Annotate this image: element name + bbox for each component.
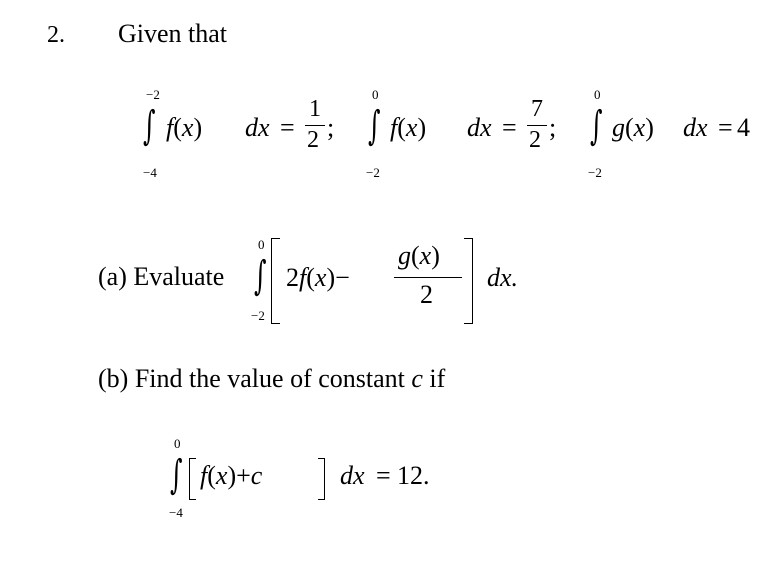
upper-limit: 0	[594, 87, 601, 102]
integrand-term-1: 2f(x)−	[286, 263, 350, 292]
differential: dx	[683, 113, 708, 142]
separator: ;	[327, 113, 335, 142]
integrand: f(x)+c	[200, 461, 263, 490]
lower-limit: −4	[169, 505, 183, 520]
integral-sign-icon: ∫	[254, 253, 267, 299]
left-bracket	[189, 458, 196, 500]
fraction-bar	[394, 277, 462, 278]
equals-sign: =	[280, 113, 295, 142]
part-a-label: (a) Evaluate	[98, 262, 225, 291]
upper-limit: −2	[146, 87, 160, 102]
equation-value: 12.	[397, 461, 430, 490]
differential: dx	[340, 461, 365, 490]
differential: dx	[245, 113, 270, 142]
integrand: g(x)	[612, 113, 654, 142]
right-bracket	[464, 238, 473, 324]
fraction-denominator: 2	[529, 127, 541, 153]
problem-intro: Given that	[118, 19, 228, 48]
lower-limit: −4	[143, 165, 157, 180]
upper-limit: 0	[258, 237, 265, 252]
left-bracket	[271, 238, 280, 324]
problem-number: 2.	[47, 22, 65, 48]
part-b-label: (b) Find the value of constant c if	[98, 364, 446, 393]
right-bracket	[318, 458, 325, 500]
lower-limit: −2	[588, 165, 602, 180]
upper-limit: 0	[372, 87, 379, 102]
integral-value: 4	[737, 113, 750, 142]
differential: dx	[467, 113, 492, 142]
fraction-numerator: 7	[531, 96, 543, 122]
integral-sign-icon: ∫	[590, 103, 603, 149]
integral-sign-icon: ∫	[143, 103, 156, 149]
integrand: f(x)	[166, 113, 203, 142]
fraction-denominator: 2	[420, 280, 433, 309]
fraction-denominator: 2	[307, 127, 319, 153]
fraction-numerator: g(x)	[398, 241, 440, 270]
equals-sign: =	[718, 113, 733, 142]
equals-sign: =	[502, 113, 517, 142]
upper-limit: 0	[174, 436, 181, 451]
lower-limit: −2	[366, 165, 380, 180]
integrand: f(x)	[390, 113, 427, 142]
lower-limit: −2	[251, 308, 265, 323]
integral-sign-icon: ∫	[170, 452, 183, 498]
equals-sign: =	[376, 461, 391, 490]
differential: dx.	[487, 263, 519, 292]
separator: ;	[549, 113, 557, 142]
fraction-numerator: 1	[309, 96, 321, 122]
integral-sign-icon: ∫	[368, 103, 381, 149]
